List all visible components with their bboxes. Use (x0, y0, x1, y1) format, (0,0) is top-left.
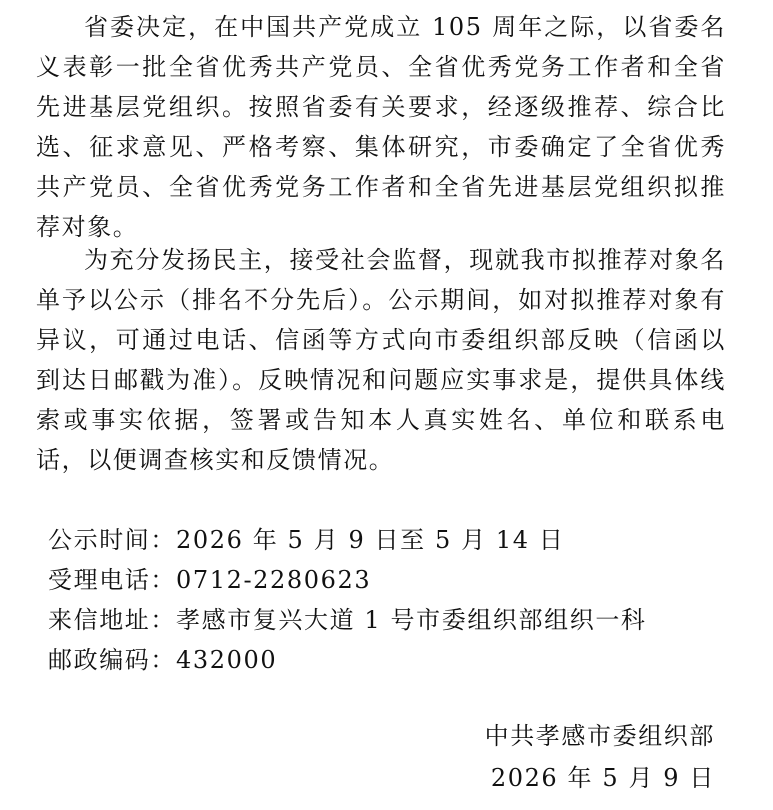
signature-date: 2026 年 5 月 9 日 (490, 764, 715, 792)
publicity-period: 公示时间：2026 年 5 月 9 日至 5 月 14 日 (48, 526, 565, 554)
notice-paragraph-1: 省委决定，在中国共产党成立 105 周年之际，以省委名义表彰一批全省优秀共产党员、全省优秀党务工作者和全省先进基层党组织。按照省委有关要求，经逐级推荐、综合比选、征求意见、严格考察、集体研究，市委确定了全省优秀共产党员、全省优秀党务工作者和全省先进基层党组织拟推荐对象。 (36, 13, 726, 241)
signature-organization: 中共孝感市委组织部 (484, 722, 715, 750)
contact-phone: 受理电话：0712-2280623 (48, 566, 372, 594)
mailing-address: 来信地址：孝感市复兴大道 1 号市委组织部组织一科 (48, 606, 647, 634)
notice-paragraph-2: 为充分发扬民主，接受社会监督，现就我市拟推荐对象名单予以公示（排名不分先后）。公示期间，如对拟推荐对象有异议，可通过电话、信函等方式向市委组织部反映（信函以到达日邮戳为准）。反映情况和问题应实事求是，提供具体线索或事实依据，签署或告知本人真实姓名、单位和联系电话，以便调查核实和反馈情况。 (36, 246, 726, 474)
postal-code: 邮政编码：432000 (48, 646, 278, 674)
contact-info-block (48, 520, 708, 680)
